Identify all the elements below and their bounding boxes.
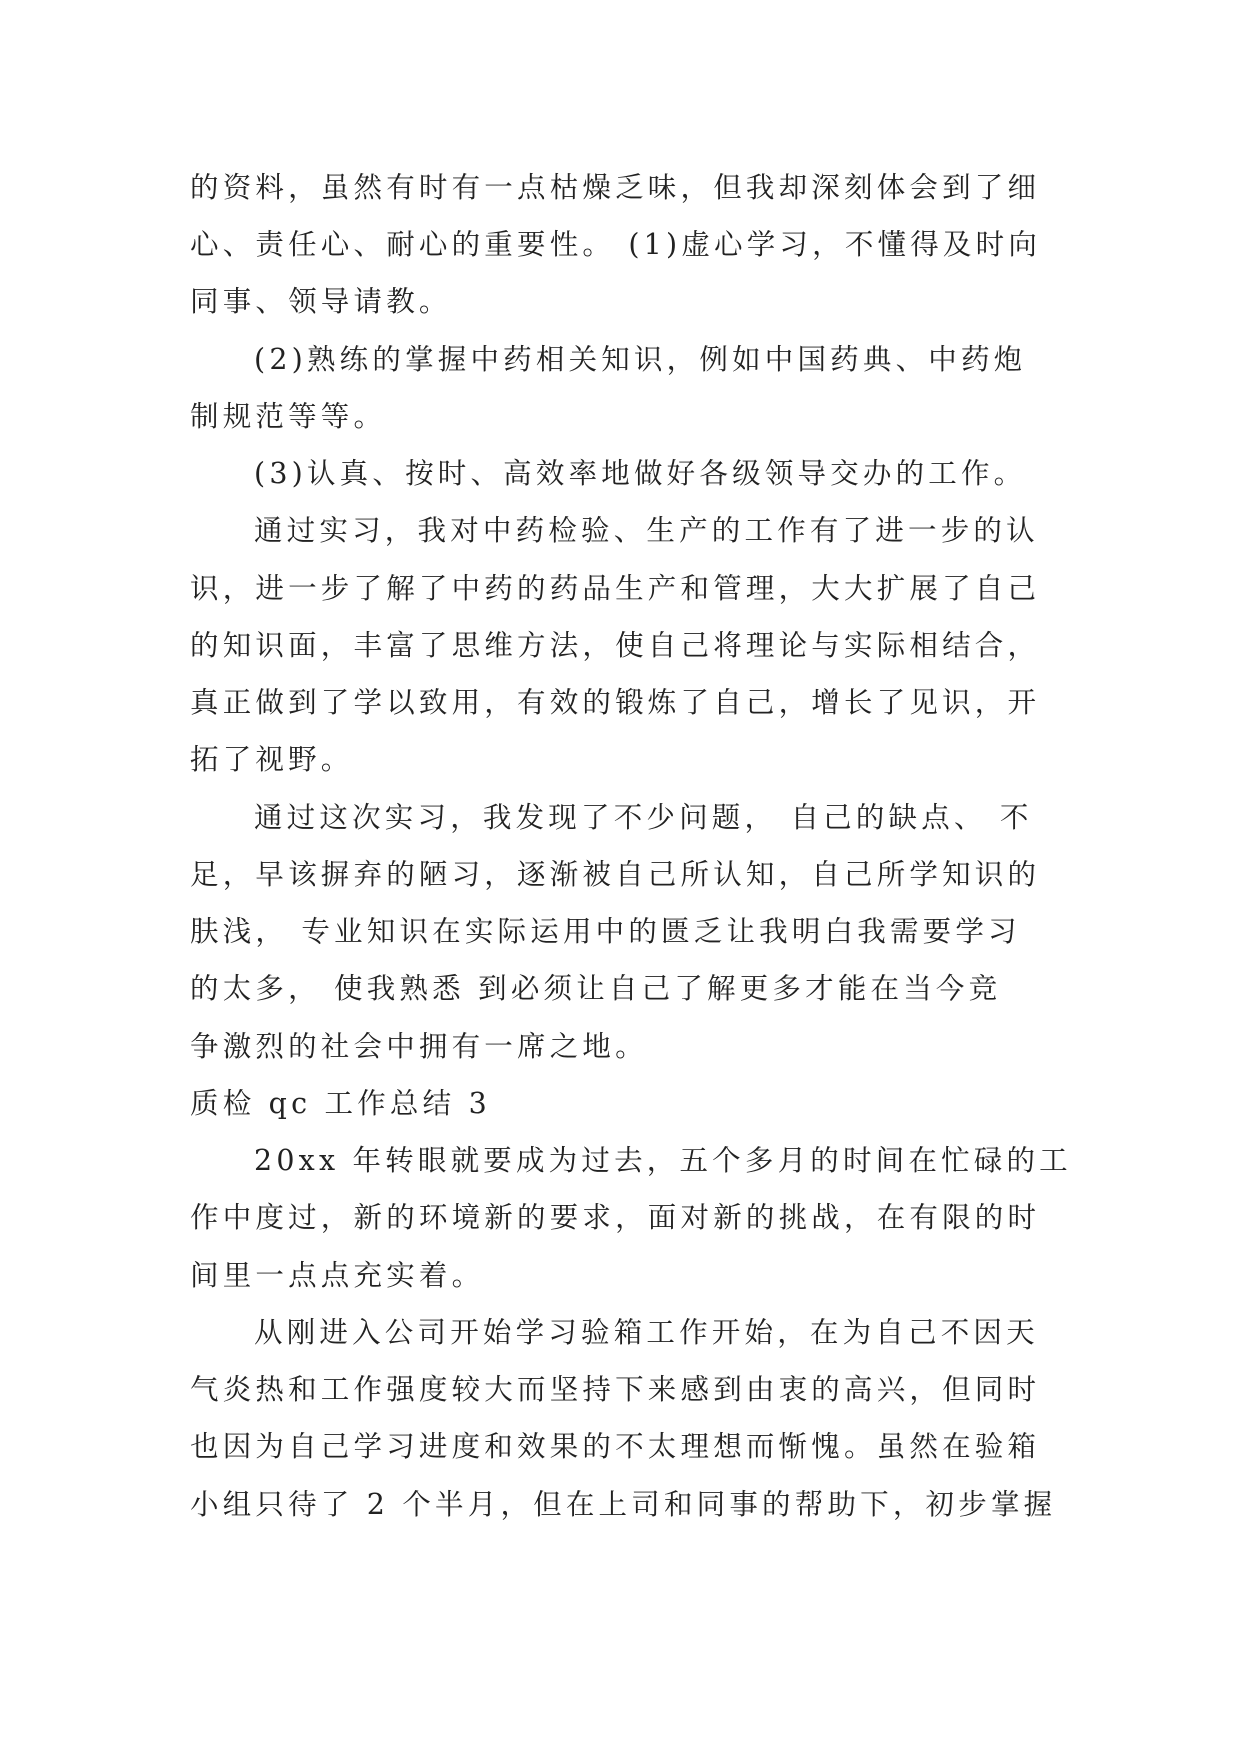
text-line: 小组只待了 2 个半月，但在上司和同事的帮助下，初步掌握 [190,1488,1057,1521]
text-line: 识，进一步了解了中药的药品生产和管理，大大扩展了自己 [190,572,1041,605]
text-line: 从刚进入公司开始学习验箱工作开始，在为自己不因天 [254,1316,1039,1349]
text-line: 间里一点点充实着。 [190,1259,485,1292]
text-line: 同事、领导请教。 [190,285,452,318]
text-line: 20xx 年转眼就要成为过去，五个多月的时间在忙碌的工 [254,1144,1072,1177]
text-line: 心、责任心、耐心的重要性。 (1)虚心学习，不懂得及时向 [190,228,1042,261]
text-line: 的太多， 使我熟悉 到必须让自己了解更多才能在当今竞 [190,972,1002,1005]
text-line: 拓了视野。 [190,743,354,776]
text-line: (3)认真、按时、高效率地做好各级领导交办的工作。 [254,457,1027,490]
text-line: 真正做到了学以致用，有效的锻炼了自己，增长了见识，开 [190,686,1041,719]
text-line: 作中度过，新的环境新的要求，面对新的挑战，在有限的时 [190,1201,1041,1234]
text-line: 通过这次实习，我发现了不少问题， 自己的缺点、 不 [254,801,1033,834]
text-line: 肤浅， 专业知识在实际运用中的匮乏让我明白我需要学习 [190,915,1021,948]
text-line: 的资料，虽然有时有一点枯燥乏味，但我却深刻体会到了细 [190,171,1041,204]
text-line: 争激烈的社会中拥有一席之地。 [190,1030,648,1063]
text-line: 的知识面，丰富了思维方法，使自己将理论与实际相结合， [190,629,1041,662]
text-line: (2)熟练的掌握中药相关知识，例如中国药典、中药炮 [254,343,1027,376]
text-line: 足，早该摒弃的陋习，逐渐被自己所认知，自己所学知识的 [190,858,1041,891]
section-heading: 质检 qc 工作总结 3 [190,1087,491,1120]
text-line: 通过实习，我对中药检验、生产的工作有了进一步的认 [254,514,1039,547]
text-line: 制规范等等。 [190,400,387,433]
text-line: 气炎热和工作强度较大而坚持下来感到由衷的高兴，但同时 [190,1373,1041,1406]
text-line: 也因为自己学习进度和效果的不太理想而惭愧。虽然在验箱 [190,1430,1041,1463]
